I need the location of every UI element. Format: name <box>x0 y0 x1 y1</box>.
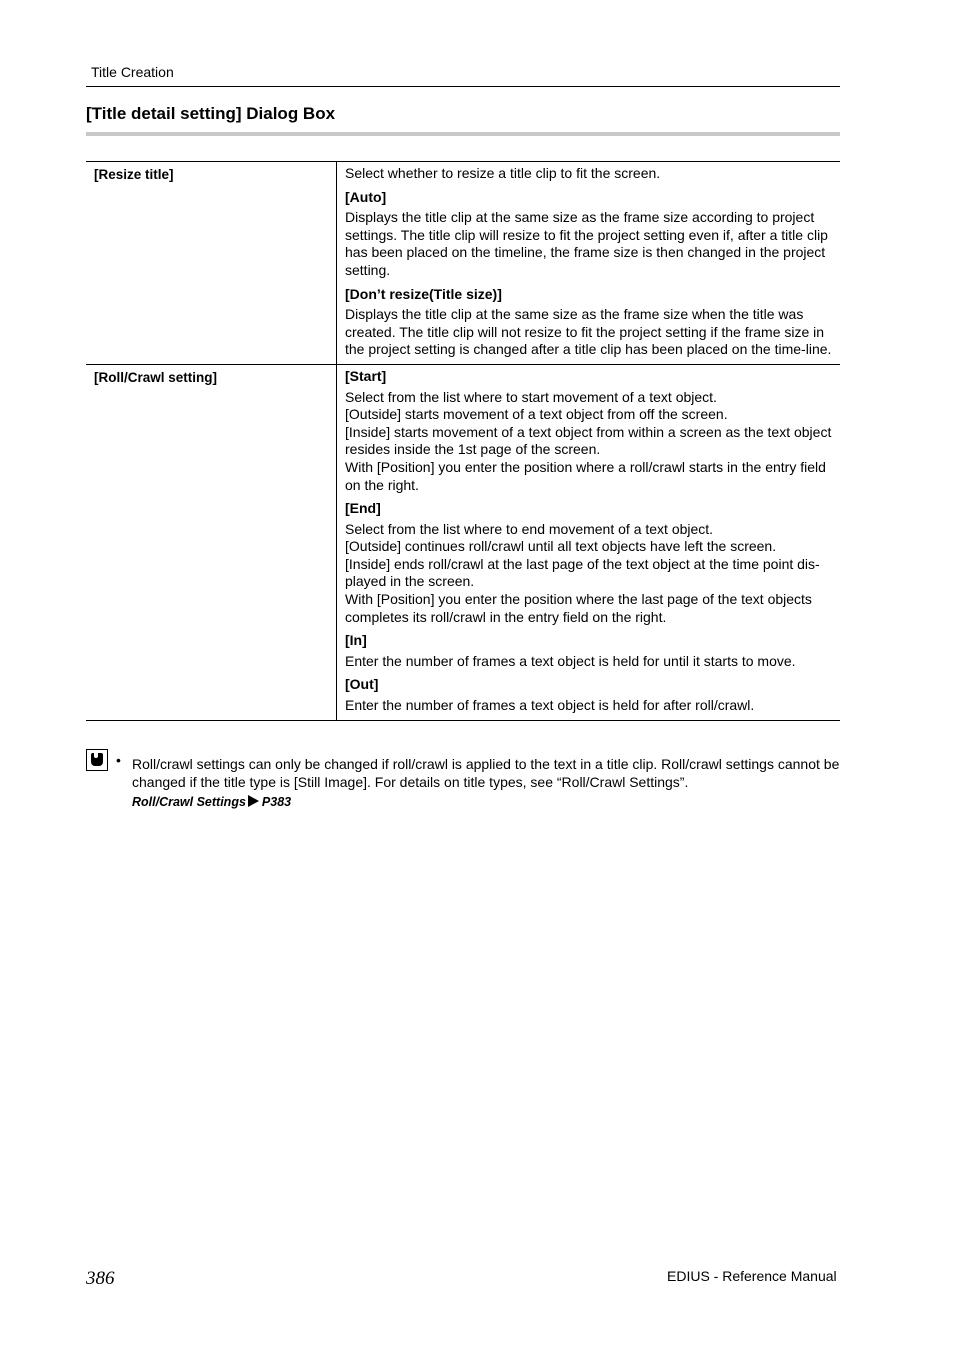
option-line: Enter the number of frames a text object is held for after roll/crawl. <box>345 697 755 714</box>
item-intro: Select whether to resize a title clip to fit the screen. <box>345 165 661 181</box>
note-bullet: • <box>116 752 121 768</box>
note-text: Roll/crawl settings can only be changed if roll/crawl is applied to the text in a title clip. Roll/crawl settings cannot be changed if the title type is [Still Image]. For details on title types, see “Roll/Crawl Settings”. <box>132 756 840 790</box>
table-row <box>86 162 840 365</box>
option-body: Displays the title clip at the same size as the frame size when the title was created. The title clip will not resize to fit the project setting if the frame size in the project setting is changed after a title clip has been placed on the time-line. <box>345 306 832 358</box>
row-description <box>337 364 841 720</box>
option-line: [Outside] continues roll/crawl until all text objects have left the screen. <box>345 538 777 555</box>
note-hand-icon <box>86 749 108 771</box>
settings-table <box>86 161 840 721</box>
option-body <box>345 521 832 627</box>
option-line: With [Position] you enter the position where a roll/crawl starts in the entry field on the right. <box>345 458 826 493</box>
link-label: Roll/Crawl Settings <box>132 795 246 809</box>
option-body <box>345 389 832 495</box>
option-head-dont-resize: [Don’t resize(Title size)] <box>345 285 502 302</box>
section-title-rule <box>86 132 840 136</box>
row-label-resize-title: [Resize title] <box>86 162 337 365</box>
row-description <box>337 162 841 365</box>
running-head: Title Creation <box>91 64 174 80</box>
option-line: Select from the list where to start movement of a text object. <box>345 388 717 405</box>
option-head-in: [In] <box>345 632 367 649</box>
option-body: Displays the title clip at the same size as the frame size according to project settings. The title clip will resize to fit the project setting even if, after a title clip has been placed on the timeline, the frame size is then changed in the project setting. <box>345 209 828 278</box>
option-head-end: [End] <box>345 500 381 517</box>
header-rule <box>86 86 840 87</box>
option-head-start: [Start] <box>345 367 387 384</box>
option-line: [Inside] starts movement of a text object from within a screen as the text object resides inside the 1st page of the screen. <box>345 423 832 458</box>
row-label-roll-crawl-setting: [Roll/Crawl setting] <box>86 364 337 720</box>
link-page: P383 <box>261 795 292 809</box>
option-line: Enter the number of frames a text object is held for until it starts to move. <box>345 652 796 669</box>
option-body <box>345 653 832 671</box>
page-number: 386 <box>86 1268 115 1289</box>
option-line: Select from the list where to end movement of a text object. <box>345 520 714 537</box>
cross-reference-link[interactable] <box>132 795 291 809</box>
option-head-auto: [Auto] <box>345 188 387 205</box>
option-line: With [Position] you enter the position where the last page of the text objects completes its roll/crawl in the entry field on the right. <box>345 591 812 625</box>
option-head-out: [Out] <box>345 676 379 693</box>
option-body <box>345 697 832 715</box>
section-title: [Title detail setting] Dialog Box <box>86 104 336 123</box>
arrow-right-icon <box>248 795 259 807</box>
option-line: [Outside] starts movement of a text object from off the screen. <box>345 406 728 423</box>
option-line: [Inside] ends roll/crawl at the last page of the text object at the time point dis-played in the screen. <box>345 555 820 590</box>
table-row <box>86 364 840 720</box>
footer-manual-title: EDIUS - Reference Manual <box>667 1268 837 1284</box>
